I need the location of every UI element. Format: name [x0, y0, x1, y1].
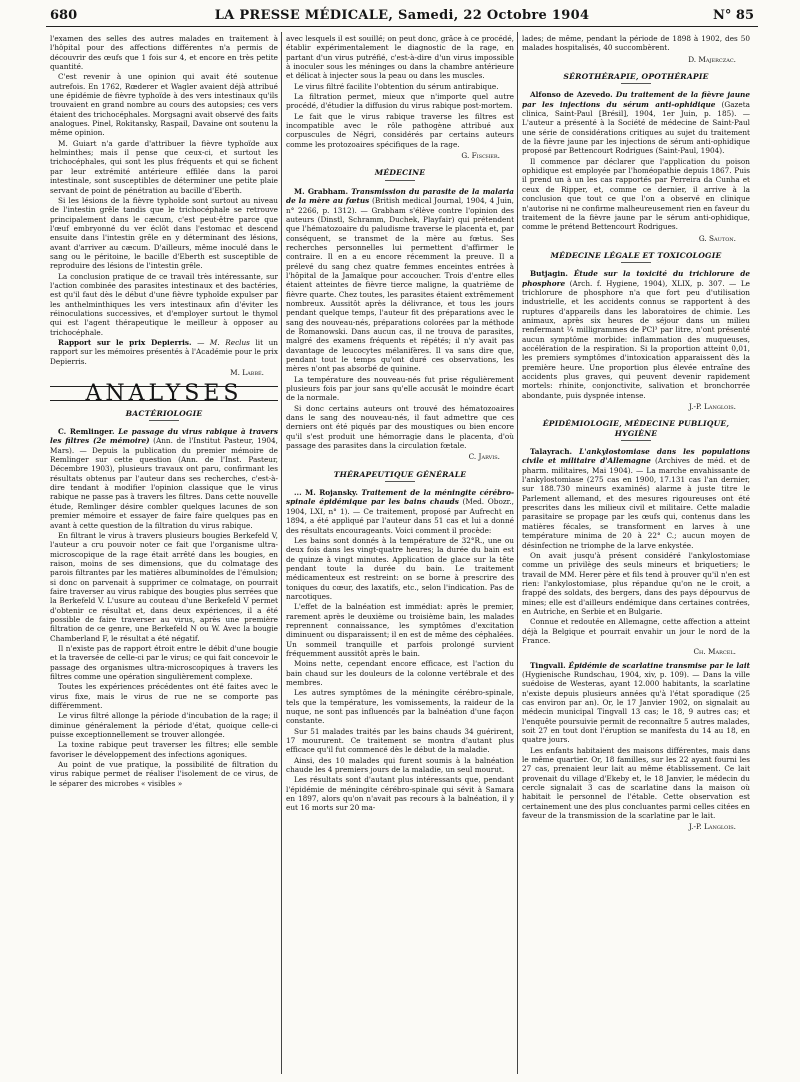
signature: G. Sauton. [698, 233, 736, 243]
abstract-title: L'ankylostomiase dans les populations civile et militaire d'Allemagne [522, 447, 750, 466]
abstract-author: Talayrach. [530, 447, 573, 457]
abstract-title: Traitement de la méningite cérébro-spinale épidémique par les bains chauds [286, 488, 514, 507]
paragraph: Il commence par déclarer que l'application du poison ophidique est employée par l'homéopathie depuis 1867. Puis il prend un à un les cas rapportés par Perreira da Cunha et ceux de Ripper, et, comme ce dernier, il arrive à la conclusion que tout ce que l'on a observé en clinique n'autorise ni ne confirme malheureusement rien en faveur du traitement de la fièvre jaune par le sérum anti-ophidique, comme le prétend Bettencourt Rodrigues. [522, 156, 750, 232]
signature: J.-P. Langlois. [688, 822, 736, 832]
paragraph: Le fait que le virus rabique traverse les filtres est incompatible avec le rôle pathogène attribué aux corpuscules de Négri, considérés par certains auteurs comme les protozoaires spécifiques de la rage. [286, 111, 514, 149]
signature: J.-P. Langlois. [688, 402, 736, 412]
paragraph: Les résultats sont d'autant plus intéressants que, pendant l'épidémie de méningite cérébro-spinale qui sévit à Samara en 1897, alors qu'on n'avait pas recours à la balnéation, il y eut 16 morts sur 20 ma- [286, 775, 514, 813]
abstract-paragraph [522, 269, 750, 400]
column-right [522, 34, 750, 1074]
paragraph: Si donc certains auteurs ont trouvé des hématozoaires dans le sang des nouveau-nés, il faut admettre que ces derniers ont été piqués par des moustiques ou bien encore qu'il s'est produit une hémorragie dans le placenta, d'où passage des parasites dans la circulation fœtale. [286, 403, 514, 451]
paragraph: L'effet de la balnéation est immédiat: après le premier, rarement après le deuxième ou troisième bain, les malades reprennent connaissance, les symptômes d'excitation diminuent ou disparaissent; il en est de même des céphalées. Un sommeil tranquille et parfois prolongé survient fréquemment aussitôt après le bain. [286, 602, 514, 658]
rubric-heading: MÉDECINE LÉGALE ET TOXICOLOGIE [522, 251, 750, 263]
abstract-text: (Arch. f. Hygiene, 1904), XLIX, p. 307. — Le trichlorure de phosphore n'a que fort peu d'utilisation industrielle, et les accidents connus se rapportent à des ruptures d'appareils dans les laboratoires de chimie. Les animaux, après six heures de séjour dans un milieu renfermant ¼ milligrammes de PCl³ par litre, n'ont présenté aucun symptôme morbide: inflammation des muqueuses, accélération de la respiration. Si la proportion atteint 0,01, les premiers symptômes d'intoxication apparaissent dès la première heure. Une proportion plus élevée entraîne des accidents plus graves, qui peuvent devenir rapidement mortels: rhinite, conjonctivite, salivation et bronchorrée abondante, puis dyspnée intense. [522, 278, 750, 400]
abstract-title: Transmission du parasite de la malaria de la mère au fœtus [286, 186, 514, 206]
paragraph: La filtration permet, mieux que n'importe quel autre procédé, d'étudier la diffusion du virus rabique post-mortem. [286, 92, 514, 111]
abstract-author: C. Remlinger. [58, 427, 115, 437]
abstract-paragraph [522, 90, 750, 155]
paragraph: Ainsi, des 10 malades qui furent soumis à la balnéation chaude les 4 premiers jours de la maladie, un seul mourut. [286, 755, 514, 775]
signature: M. Labbé. [230, 368, 264, 378]
column-left [50, 34, 278, 1074]
abstract-title: Épidémie de scarlatine transmise par le lait [565, 660, 750, 670]
abstract-paragraph [522, 661, 750, 745]
paragraph [50, 338, 278, 366]
paragraph: Le virus filtré allonge la période d'incubation de la rage; il diminue généralement la période d'état, quoique celle-ci puisse exceptionnellement se trouver allongée. [50, 711, 278, 740]
abstract-paragraph [286, 488, 514, 535]
abstract-paragraph [50, 427, 278, 530]
paragraph: Les bains sont donnés à la température de 32°R., une ou deux fois dans les vingt-quatre heures; la durée du bain est de quinze à vingt minutes. Application de glace sur la tête pendant toute la durée du bain. Le traitement médicamenteux est restreint: on se borne à prescrire des toniques du cœur, des laxatifs, etc., selon l'indication. Pas de narcotiques. [286, 535, 514, 601]
abstract-author: Tingvall. [530, 660, 566, 670]
signature: C. Jarvis. [468, 452, 500, 462]
abstract-title: Du traitement de la fièvre jaune par les injections du sérum anti-ophidique [522, 90, 750, 109]
paragraph: Toutes les expériences précédentes ont été faites avec le virus fixe, mais le virus de rue ne se comporte pas différemment. [50, 682, 278, 711]
paragraph: avec lesquels il est souillé; on peut donc, grâce à ce procédé, établir expérimentalement le diagnostic de la rage, en partant d'un virus putréfié, c'est-à-dire d'un virus impossible à inoculer sous les méninges ou dans la chambre antérieure et délicat à injecter sous la peau ou dans les muscles. [286, 34, 514, 81]
report-title: Rapport sur le prix Depierris. [58, 338, 192, 347]
column-middle [286, 34, 514, 1074]
abstract-text: (Gazeta clinica, Saint-Paul [Brésil], 1904, 1er Juin, p. 185). — L'auteur a présenté à la Société de médecine de Saint-Paul une série de considérations critiques au sujet du traitement de la fièvre jaune par les injections de sérum anti-ophidique proposé par Bettencourt Rodrigues (Saint-Paul, 1904). [522, 99, 750, 156]
abstract-text: (British medical Journal, 1904, 4 Juin, n° 2266, p. 1312). — Grabham s'élève contre l'opinion des auteurs (Dinstl, Schramm, Duchek, Playfair) qui prétendent que l'hématozoaire du paludisme traverse le placenta et, par conséquent, se transmet de la mère au fœtus. Ses recherches personnelles lui permettent d'affirmer le contraire. Il en a eu encore récemment la preuve. Il a prélevé du sang chez quatre femmes enceintes entrées à l'hôpital de la Jamaïque pour accoucher. Trois d'entre elles étaient atteintes de fièvre tierce maligne, la quatrième de fièvre quarte. Chez toutes, les parasites étaient extrêmement nombreux. Aussitôt après la délivrance, et tous les jours pendant quelque temps, l'auteur fit des préparations avec le sang des nouveau-nés, préparations colorées par la méthode de Romanowski. Dans aucun cas, il ne trouva de parasites, malgré des examens fréquents et répétés; il n'y avait pas davantage de leucocytes mélanifères. Il va sans dire que, pendant tout le temps qu'ont duré ces observations, les mères n'ont pas absorbé de quinine. [286, 196, 514, 374]
abstract-paragraph [286, 187, 514, 374]
paragraph: Au point de vue pratique, la possibilité de filtration du virus rabique permet de réaliser l'isolement de ce virus, de le séparer des microbes « visibles » [50, 760, 278, 788]
paragraph: lades; de même, pendant la période de 1898 à 1902, des 50 malades hospitalisés, 40 succombèrent. [522, 34, 750, 53]
signature: Ch. Marcel. [693, 647, 736, 657]
abstract-text: (Archives de méd. et de pharm. militaires, Mai 1904). — La marche envahissante de l'ankylostomiase (275 cas en 1900, 17.131 cas l'an dernier, sur 188.730 mineurs examinés) alarme à juste titre le Parlement allemand, et des mesures rigoureuses ont été prescrites dans les milieux civil et militaire. Cette maladie parasitaire se propage par les œufs qui, contenus dans les matières fécales, se transforment en larves à une température minima de 20 à 22° C.; aucun moyen de désinfection ne triomphe de la larve enkystée. [522, 456, 750, 550]
column-rule-left [281, 32, 282, 1074]
abstract-text: (Ann. de l'Institut Pasteur, 1904, Mars). — Depuis la publication du premier mémoire de Remlinger sur cette question (Ann. de l'Inst. Pasteur, Décembre 1903), plusieurs travaux ont paru, confirmant les résultats obtenus par l'auteur dans ses recherches, c'est-à-dire tendant à modifier l'opinion classique que le virus rabique ne passe pas à travers les filtres. Dans cette nouvelle étude, Remlinger désire combler quelques lacunes de son premier mémoire et essayer de faire faire quelques pas en avant à cette question de la filtration du virus rabique. [50, 436, 278, 530]
page-number: 680 [50, 8, 78, 23]
header-rule [46, 26, 758, 27]
paragraph: Moins nette, cependant encore efficace, est l'action du bain chaud sur les douleurs de la colonne vertébrale et des membres. [286, 659, 514, 687]
abstract-author: ... M. Rojansky. [294, 488, 358, 498]
abstract-author: M. Grabham. [294, 186, 349, 196]
abstract-paragraph [522, 447, 750, 550]
paragraph: l'examen des selles des autres malades en traitement à l'hôpital pour des affections différentes n'a permis de découvrir des œufs que 1 fois sur 4, et encore en très petite quantité. [50, 34, 278, 72]
column-rule-right [517, 32, 518, 1074]
paragraph: Il n'existe pas de rapport étroit entre le débit d'une bougie et la traversée de celle-ci par le virus; ce qui fait concevoir le passage des organismes ultra-microscopiques à travers les filtres comme une opération singulièrement complexe. [50, 643, 278, 681]
paragraph: M. Guiart n'a garde d'attribuer la fièvre typhoïde aux helminthes; mais il pense que ceux-ci, et surtout les trichocéphales, qui sont les plus fréquents et qui se fichent par leur extrémité antérieure effilée dans la paroi intestinale, sont susceptibles de déterminer une petite plaie servant de point de pénétration au bacille d'Eberth. [50, 138, 278, 195]
abstract-author: Butjagin. [530, 269, 568, 279]
section-heading-analyses: ANALYSES [50, 386, 278, 400]
paragraph: C'est revenir à une opinion qui avait été soutenue autrefois. En 1762, Rœderer et Wagler avaient déjà attribué une épidémie de fièvre typhoïde à des vers intestinaux qu'ils trouvaient en grand nombre au cours des autopsies; ces vers étaient des trichocéphales. Morgsagni avait observé des faits analogues. Pinel, Rokitansky, Raspail, Davaine ont soutenu la même opinion. [50, 72, 278, 138]
rubric-heading: ÉPIDÉMIOLOGIE, MÉDECINE PUBLIQUE, HYGIÈNE [522, 419, 750, 441]
paragraph: Si les lésions de la fièvre typhoïde sont surtout au niveau de l'intestin grêle tandis que le trichocéphale se retrouve principalement dans le cæcum, c'est peut-être parce que l'œuf embryonné du ver éclôt dans l'estomac et descend ensuite dans l'intestin grêle en y déterminant des lésions, avant d'arriver au cæcum. D'ailleurs, même inoculé dans le sang ou le péritoine, le bacille d'Eberth est susceptible de reproduire des lésions de l'intestin grêle. [50, 195, 278, 271]
report-author: — M. Reclus [197, 338, 250, 347]
paragraph: Connue et redoutée en Allemagne, cette affection a atteint déjà la Belgique et pourrait envahir un jour le nord de la France. [522, 617, 750, 645]
paragraph: La toxine rabique peut traverser les filtres; elle semble favoriser le développement des infections agoniques. [50, 740, 278, 759]
rubric-heading: MÉDECINE [286, 168, 514, 180]
abstract-text: (Med. Obozr., 1904, LXI, n° 1). — Ce traitement, proposé par Aufrecht en 1894, a été appliqué par l'auteur dans 51 cas et lui a donné des résultats encourageants. Voici comment il procède: [286, 497, 514, 535]
paragraph: La conclusion pratique de ce travail très intéressante, sur l'action combinée des parasites intestinaux et des bactéries, est qu'il faut dès le début d'une fièvre typhoïde expulser par les anthelminthiques les vers intestinaux afin d'éviter les réinoculations successives, et d'employer surtout le thymol qui est l'agent thérapeutique le meilleur à opposer au trichocéphale. [50, 271, 278, 337]
abstract-title: Étude sur la toxicité du trichlorure de phosphore [522, 269, 750, 288]
issue-number: N° 85 [713, 8, 754, 23]
signature: D. Majerczac. [688, 54, 736, 64]
report-text: lit un rapport sur les mémoires présentés à l'Académie pour le prix Depierris. [50, 338, 278, 366]
abstract-title: Le passage du virus rabique à travers les filtres (2e mémoire) [50, 427, 278, 446]
paragraph: On avait jusqu'à présent considéré l'ankylostomiase comme un privilège des seuls mineurs et briquetiers; le travail de MM. Herer père et fils tend à prouver qu'il n'en est rien: l'ankylostomiase, plus répandue qu'on ne le croit, a frappé des soldats, des bergers, dans des pays dépourvus de mines; elle est d'ailleurs endémique dans certaines contrées, en Autriche, en Serbie et en Bulgarie. [522, 550, 750, 616]
paragraph: Sur 51 malades traités par les bains chauds 34 guérirent, 17 moururent. Ce traitement se montra d'autant plus efficace qu'il fut commencé dès le début de la maladie. [286, 726, 514, 755]
paragraph: La température des nouveau-nés fut prise régulièrement plusieurs fois par jour sans qu'elle accusât le moindre écart de la normale. [286, 374, 514, 403]
rubric-heading: SÉROTHÉRAPIE, OPOTHÉRAPIE [522, 72, 750, 84]
paragraph: Les enfants habitaient des maisons différentes, mais dans le même quartier. Or, 18 familles, sur les 22 ayant fourni les 27 cas, prenaient leur lait au même établissement. Ce lait provenait du village d'Ekeby et, le 18 Janvier, le médecin du cercle signalait 3 cas de scarlatine dans la maison où habitait le personnel de l'étable. Cette observation est certainement une des plus concluantes parmi celles citées en faveur de la transmission de la scarlatine par le lait. [522, 745, 750, 821]
rubric-heading: THÉRAPEUTIQUE GÉNÉRALE [286, 470, 514, 482]
paragraph: Le virus filtré facilite l'obtention du sérum antirabique. [294, 81, 499, 91]
paragraph: En filtrant le virus à travers plusieurs bougies Berkefeld V, l'auteur a cru pouvoir noter ce fait que l'organisme ultra-microscopique de la rage était arrêté dans les bougies, en raison, moins de ses dimensions, que du colmatage des parois filtrantes par les matières albuminoïdes de l'émulsion; si donc on parvenait à supprimer ce colmatage, on pourrait faire traverser au virus rabique des bougies plus serrées que la Berkefeld V. L'usure au couteau d'une Berkefeld V permet d'obtenir ce résultat et, dans deux expériences, il a été possible de faire traverser au virus, après une première filtration de ce genre, une Berkefeld N ou W. Avec la bougie Chamberland F, le résultat a été négatif. [50, 530, 278, 643]
journal-title: LA PRESSE MÉDICALE, Samedi, 22 Octobre 1904 [214, 8, 590, 23]
rubric-heading: BACTÉRIOLOGIE [50, 409, 278, 421]
paragraph: Les autres symptômes de la méningite cérébro-spinale, tels que la température, les vomissements, la raideur de la nuque, ne sont pas influencés par la balnéation d'une façon constante. [286, 688, 514, 726]
abstract-text: (Hygienische Rundschau, 1904, xiv, p. 109). — Dans la ville suédoise de Westeras, ayant 12.000 habitants, la scarlatine n'existe depuis plusieurs années qu'à l'état sporadique (25 cas environ par an). Or, le 17 Janvier 1902, on signalait au médecin municipal Tingvall 13 cas; le 18, 9 autres cas; et l'enquête poursuivie permit de reconnaître 5 autres malades, soit 27 en tout dont l'éruption se manifesta du 14 au 18, en quatre jours. [522, 669, 750, 745]
signature: G. Fischer. [461, 151, 500, 161]
abstract-author: Alfonso de Azevedo. [530, 90, 613, 100]
